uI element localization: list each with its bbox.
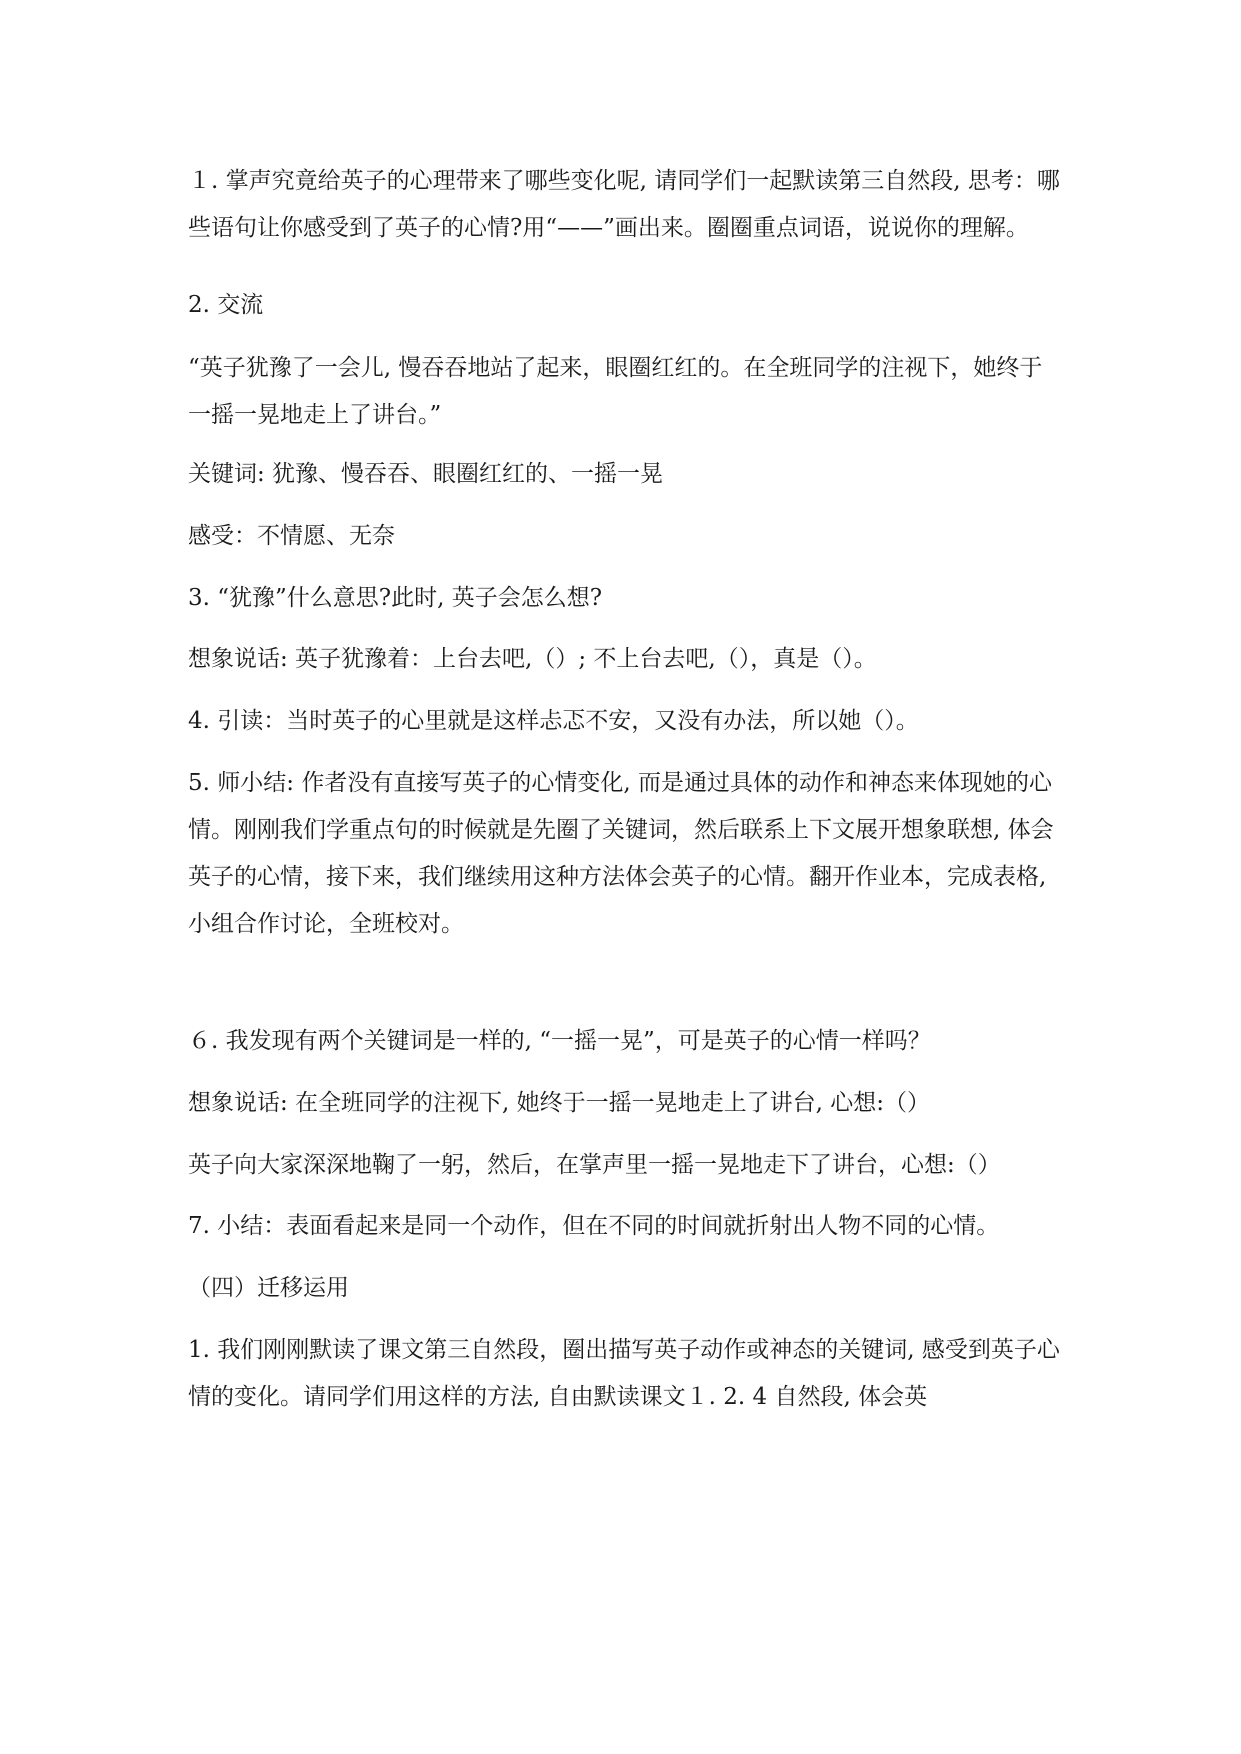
paragraph-12: 英子向大家深深地鞠了一躬，然后，在掌声里一摇一晃地走下了讲台，心想:（）	[188, 1152, 1001, 1178]
paragraph-7: 想象说话: 英子犹豫着：上台去吧,（）; 不上台去吧,（），真是（）。	[188, 646, 877, 672]
paragraph-11: 想象说话: 在全班同学的注视下, 她终于一摇一晃地走上了讲台, 心想:（）	[188, 1090, 931, 1116]
paragraph-10: ６. 我发现有两个关键词是一样的, “一摇一晃”，可是英子的心情一样吗？	[188, 1028, 931, 1054]
paragraph-1: １. 掌声究竟给英子的心理带来了哪些变化呢, 请同学们一起默读第三自然段, 思考：哪些语句让你感受到了英子的心情?用“——”画出来。圈圈重点词语，说说你的理解。	[188, 168, 1060, 241]
paragraph-4-keywords: 关键词: 犹豫、慢吞吞、眼圈红红的、一摇一晃	[188, 461, 664, 487]
paragraph-5-feeling: 感受：不情愿、无奈	[188, 523, 395, 549]
section-heading-4: （四）迁移运用	[188, 1275, 349, 1301]
paragraph-6: 3. “犹豫”什么意思?此时, 英子会怎么想?	[188, 585, 603, 611]
paragraph-2: 2. 交流	[188, 292, 264, 318]
paragraph-14: 1. 我们刚刚默读了课文第三自然段，圈出描写英子动作或神态的关键词, 感受到英子心情的变化。请同学们用这样的方法, 自由默读课文１. 2. 4 自然段, 体会英	[188, 1337, 1060, 1410]
paragraph-9-summary: 5. 师小结: 作者没有直接写英子的心情变化, 而是通过具体的动作和神态来体现她的心情。刚刚我们学重点句的时候就是先圈了关键词，然后联系上下文展开想象联想, 体会英子的心情，接下来，我们继续用这种方法体会英子的心情。翻开作业本，完成表格, 小组合作讨论，全班校对。	[188, 770, 1054, 937]
paragraph-13: 7. 小结：表面看起来是同一个动作，但在不同的时间就折射出人物不同的心情。	[188, 1213, 1000, 1239]
paragraph-3-quote: “英子犹豫了一会儿, 慢吞吞地站了起来，眼圈红红的。在全班同学的注视下，她终于一摇一晃地走上了讲台。”	[188, 355, 1043, 428]
paragraph-8: 4. 引读：当时英子的心里就是这样忐忑不安，又没有办法，所以她（）。	[188, 708, 919, 734]
